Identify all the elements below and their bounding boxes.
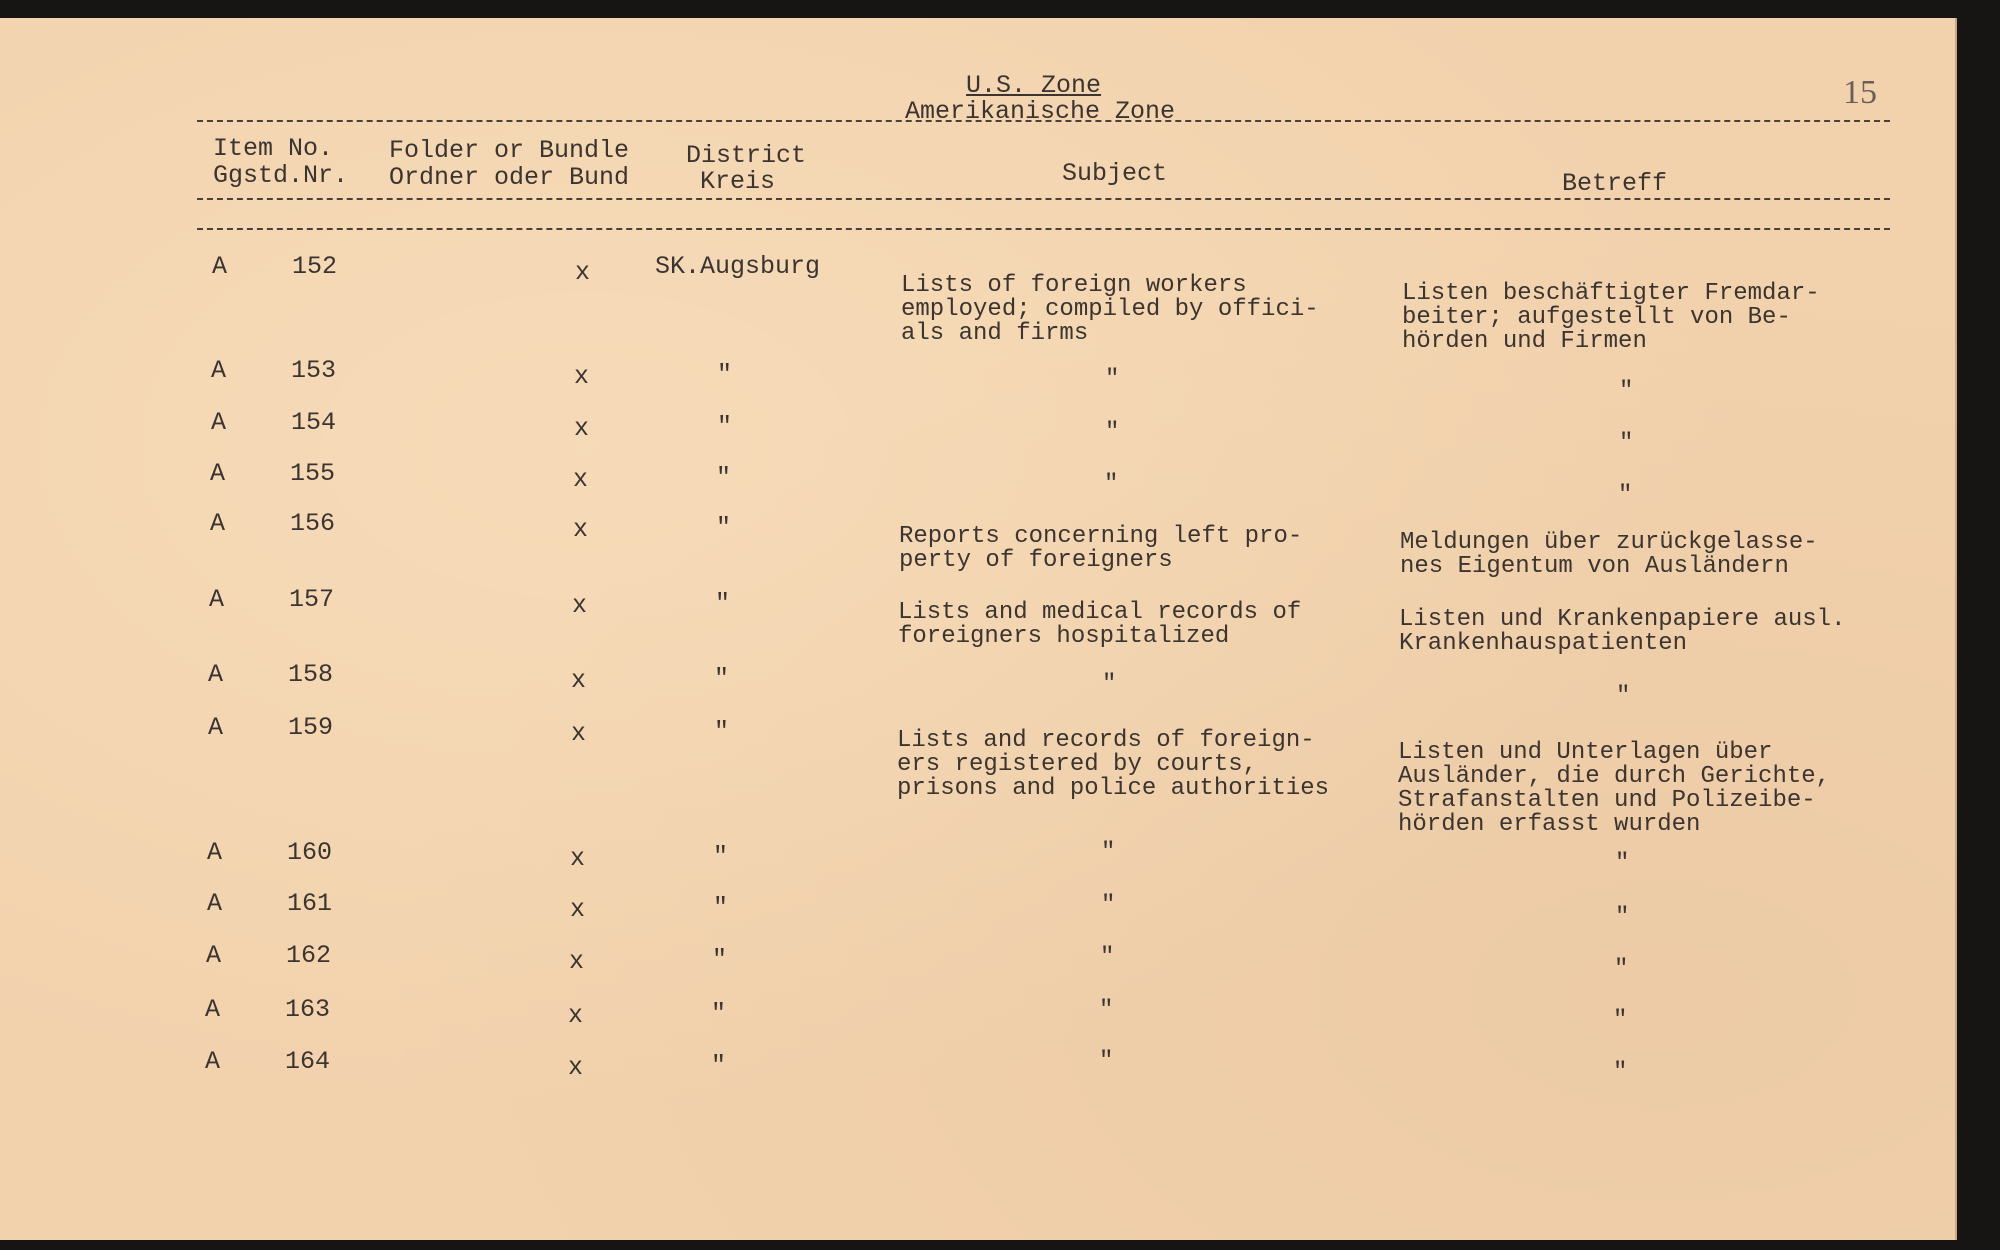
col-header-betreff: Betreff — [1562, 169, 1668, 198]
item-number: 162 — [286, 941, 332, 970]
district-cell: " — [715, 589, 731, 618]
bundle-mark: x — [573, 515, 589, 544]
bundle-mark: x — [568, 1001, 584, 1030]
item-number: 158 — [288, 660, 334, 689]
bundle-mark: x — [570, 895, 586, 924]
bundle-mark: x — [572, 591, 588, 620]
bundle-mark: x — [571, 666, 587, 695]
item-series: A — [205, 995, 221, 1024]
subject-cell: " — [1101, 892, 1116, 919]
subject-cell: " — [1099, 997, 1114, 1024]
betreff-cell: Listen und Unterlagen über Ausländer, die durch Gerichte, Strafanstalten und Polizeibe- hörden erfasst wurden — [1398, 739, 1831, 838]
bundle-mark: x — [569, 947, 585, 976]
item-number: 159 — [288, 713, 334, 742]
item-series: A — [205, 1047, 221, 1076]
header-rule-top — [197, 120, 1890, 122]
item-number: 157 — [289, 585, 335, 614]
betreff-cell: " — [1613, 1007, 1628, 1034]
betreff-cell: Listen und Krankenpapiere ausl. Krankenhauspatienten — [1399, 606, 1846, 657]
district-cell: " — [713, 842, 729, 871]
subject-cell: " — [1104, 471, 1119, 498]
item-series: A — [207, 838, 223, 867]
subject-cell: " — [1102, 671, 1117, 698]
item-number: 163 — [285, 995, 331, 1024]
betreff-cell: Meldungen über zurückgelasse- nes Eigentum von Ausländern — [1400, 529, 1818, 580]
header-rule-bottom — [197, 228, 1890, 230]
district-cell: " — [711, 1051, 727, 1080]
district-cell: " — [711, 999, 727, 1028]
subject-cell: " — [1101, 839, 1116, 866]
bundle-mark: x — [570, 844, 586, 873]
item-series: A — [212, 252, 228, 281]
betreff-cell: " — [1615, 850, 1630, 877]
bundle-mark: x — [573, 465, 589, 494]
betreff-cell: " — [1616, 683, 1631, 710]
item-series: A — [206, 941, 222, 970]
item-series: A — [211, 408, 227, 437]
betreff-cell: Listen beschäftigter Fremdar- beiter; aufgestellt von Be- hörden und Firmen — [1402, 280, 1820, 355]
subject-cell: Lists and medical records of foreigners hospitalized — [898, 599, 1302, 650]
item-series: A — [208, 713, 224, 742]
subject-cell: Reports concerning left pro- perty of foreigners — [899, 523, 1303, 574]
document-page — [0, 18, 1957, 1240]
district-cell: " — [712, 945, 728, 974]
col-header-folder-de: Ordner oder Bund — [389, 163, 630, 192]
item-number: 154 — [291, 408, 337, 437]
header-rule-middle — [197, 198, 1890, 200]
subject-cell: " — [1099, 1048, 1114, 1075]
item-number: 155 — [290, 459, 336, 488]
district-cell: " — [716, 463, 732, 492]
district-cell: " — [714, 664, 730, 693]
district-cell: " — [717, 412, 733, 441]
betreff-cell: " — [1615, 904, 1630, 931]
item-series: A — [208, 660, 224, 689]
bundle-mark: x — [571, 719, 587, 748]
item-series: A — [207, 889, 223, 918]
district-cell: " — [713, 893, 729, 922]
subject-cell: " — [1105, 366, 1120, 393]
bundle-mark: x — [574, 414, 590, 443]
district-cell: " — [716, 513, 732, 542]
col-header-folder-en: Folder or Bundle — [389, 136, 630, 165]
item-series: A — [211, 356, 227, 385]
district-cell: " — [714, 717, 730, 746]
item-number: 160 — [287, 838, 333, 867]
item-number: 164 — [285, 1047, 331, 1076]
col-header-item-de: Ggstd.Nr. — [213, 161, 349, 190]
bundle-mark: x — [568, 1053, 584, 1082]
subject-cell: " — [1105, 419, 1120, 446]
subject-cell: Lists of foreign workers employed; compiled by offici- als and firms — [901, 272, 1319, 347]
bundle-mark: x — [574, 362, 590, 391]
item-number: 152 — [292, 252, 338, 281]
zone-title-en: U.S. Zone — [966, 71, 1102, 100]
district-cell: " — [717, 360, 733, 389]
item-series: A — [210, 509, 226, 538]
item-number: 161 — [287, 889, 333, 918]
betreff-cell: " — [1614, 956, 1629, 983]
col-header-subject: Subject — [1062, 159, 1168, 188]
item-series: A — [209, 585, 225, 614]
col-header-district-de: Kreis — [700, 167, 776, 196]
item-number: 153 — [291, 356, 337, 385]
page-number: 15 — [1843, 74, 1877, 111]
col-header-district-en: District — [686, 141, 807, 170]
col-header-item-en: Item No. — [213, 134, 334, 163]
betreff-cell: " — [1613, 1059, 1628, 1086]
bundle-mark: x — [575, 258, 591, 287]
zone-title-de: Amerikanische Zone — [905, 97, 1176, 126]
betreff-cell: " — [1618, 482, 1633, 509]
item-number: 156 — [290, 509, 336, 538]
betreff-cell: " — [1619, 378, 1634, 405]
item-series: A — [210, 459, 226, 488]
subject-cell: Lists and records of foreign- ers registered by courts, prisons and police authorities — [897, 727, 1330, 802]
district-cell: SK.Augsburg — [655, 252, 821, 281]
subject-cell: " — [1100, 944, 1115, 971]
betreff-cell: " — [1619, 430, 1634, 457]
